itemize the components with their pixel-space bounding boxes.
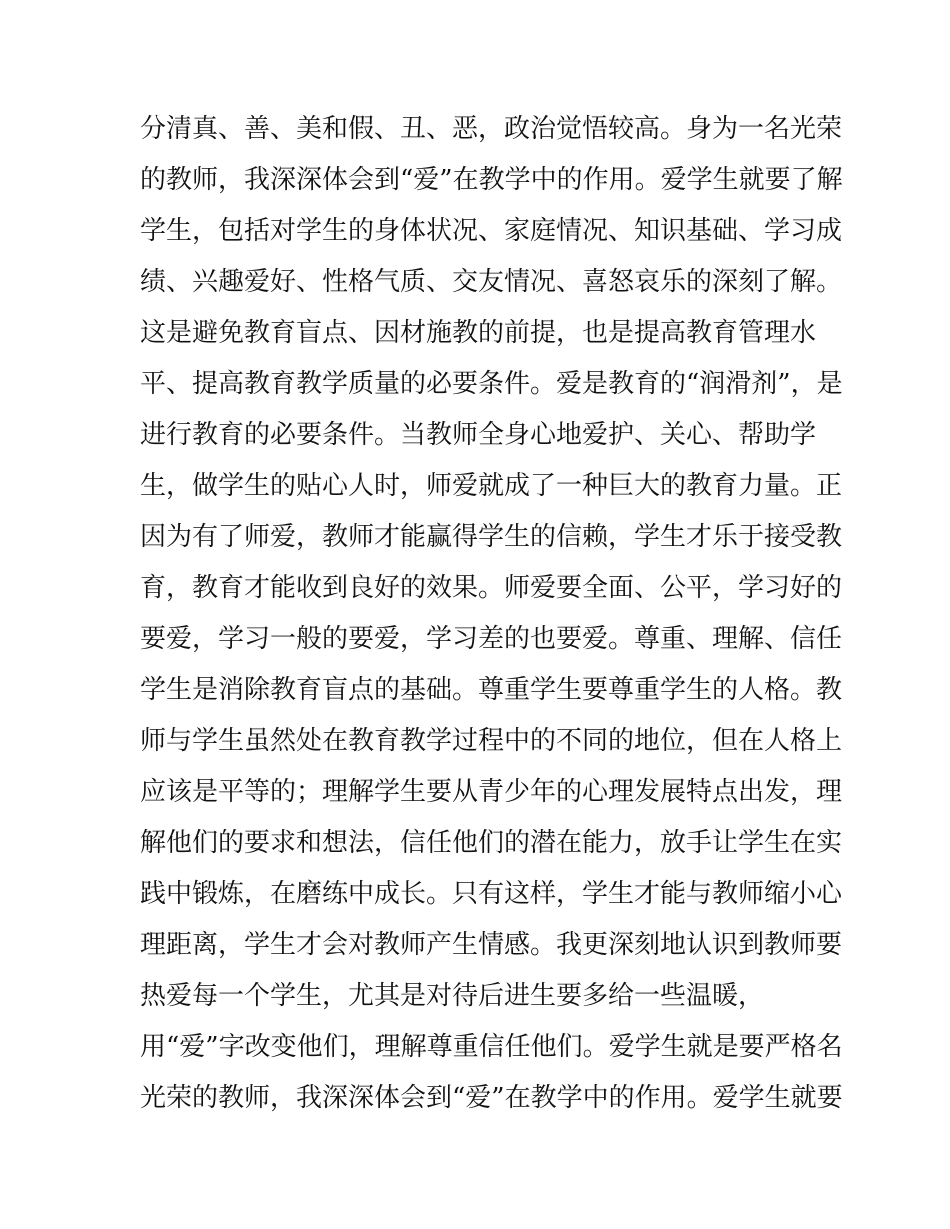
body-text: [140, 104, 843, 1124]
text-line: 这是避免教育盲点、因材施教的前提，也是提高教育管理水: [140, 318, 817, 348]
text-line: 解他们的要求和想法，信任他们的潜在能力，放手让学生在实: [140, 828, 843, 858]
text-line: 因为有了师爱，教师才能赢得学生的信赖，学生才乐于接受教: [140, 522, 843, 552]
text-line: 光荣的教师，我深深体会到“爱”在教学中的作用。爱学生就要: [140, 1083, 843, 1113]
text-line: 热爱每一个学生，尤其是对待后进生要多给一些温暖，: [140, 981, 765, 1011]
text-line: 师与学生虽然处在教育教学过程中的不同的地位，但在人格上: [140, 726, 843, 756]
text-line: 的教师，我深深体会到“爱”在教学中的作用。爱学生就要了解: [140, 165, 843, 195]
text-line: 分清真、善、美和假、丑、恶，政治觉悟较高。身为一名光荣: [140, 114, 843, 144]
text-line: 践中锻炼，在磨练中成长。只有这样，学生才能与教师缩小心: [140, 879, 843, 909]
text-line: 育，教育才能收到良好的效果。师爱要全面、公平，学习好的: [140, 573, 843, 603]
text-line: 平、提高教育教学质量的必要条件。爱是教育的“润滑剂”，是: [140, 369, 843, 399]
text-line: 理距离，学生才会对教师产生情感。我更深刻地认识到教师要: [140, 930, 843, 960]
text-line: 学生，包括对学生的身体状况、家庭情况、知识基础、学习成: [140, 216, 843, 246]
text-line: 要爱，学习一般的要爱，学习差的也要爱。尊重、理解、信任: [140, 624, 843, 654]
text-line: 用“爱”字改变他们，理解尊重信任他们。爱学生就是要严格名: [140, 1032, 843, 1062]
text-line: 生，做学生的贴心人时，师爱就成了一种巨大的教育力量。正: [140, 471, 843, 501]
text-line: 绩、兴趣爱好、性格气质、交友情况、喜怒哀乐的深刻了解。: [140, 267, 843, 297]
text-line: 应该是平等的；理解学生要从青少年的心理发展特点出发，理: [140, 777, 843, 807]
text-line: 进行教育的必要条件。当教师全身心地爱护、关心、帮助学: [140, 420, 817, 450]
text-line: 学生是消除教育盲点的基础。尊重学生要尊重学生的人格。教: [140, 675, 843, 705]
